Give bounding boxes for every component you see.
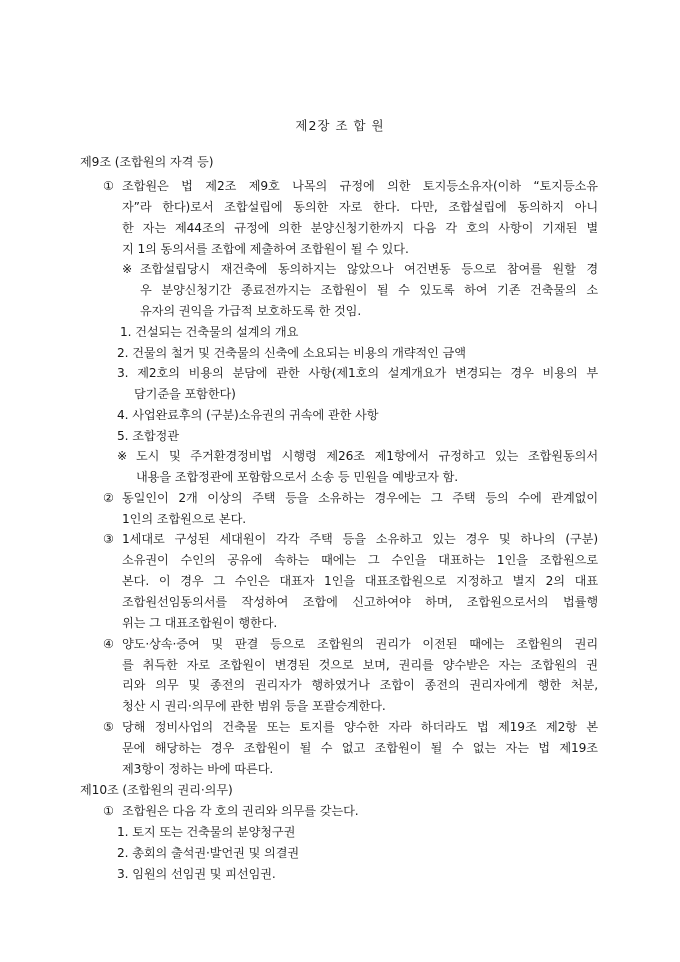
article9-p3-line: 조합원선임동의서를 작성하여 조합에 신고하여야 하며, 조합원으로서의 법률행 xyxy=(122,595,598,609)
article9-item: 5. 조합정관 xyxy=(117,429,179,443)
article9-p4-line: 양도·상속·증여 및 판결 등으로 조합원의 권리가 이전된 때에는 조합원의 권리 xyxy=(122,637,598,651)
article9-p2-line: 1인의 조합원으로 본다. xyxy=(122,512,247,526)
article9-p2-line: 동일인이 2개 이상의 주택 등을 소유하는 경우에는 그 주택 등의 수에 관계없이 xyxy=(122,491,598,505)
article9-p3-line: 위는 그 대표조합원이 행한다. xyxy=(122,616,278,630)
article9-p1-line: 자”라 한다)로서 조합설립에 동의한 자로 한다. 다만, 조합설립에 동의하지 아니 xyxy=(122,200,598,214)
article9-p2-marker: ② xyxy=(103,491,114,505)
article9-note-line: 조합설립당시 재건축에 동의하지는 않았으나 여건변동 등으로 참여를 원할 경 xyxy=(140,262,598,276)
article9-p4-line: 를 취득한 자로 조합원이 변경된 것으로 보며, 권리를 양수받은 자는 조합원의 권 xyxy=(122,658,598,672)
article10-p1-line: 조합원은 다음 각 호의 권리와 의무를 갖는다. xyxy=(122,804,359,818)
article10-item: 2. 총회의 출석권·발언권 및 의결권 xyxy=(117,846,300,860)
article9-p1-line: 지 1의 동의서를 조합에 제출하여 조합원이 될 수 있다. xyxy=(122,242,409,256)
chapter-title: 제2장 조 합 원 xyxy=(295,118,385,133)
article9-p5-line: 제3항이 정하는 바에 따른다. xyxy=(122,762,274,776)
article9-note2-line: 도시 및 주거환경정비법 시행령 제26조 제1항에서 규정하고 있는 조합원동의서 xyxy=(136,449,598,463)
article9-heading: 제9조 (조합원의 자격 등) xyxy=(80,155,214,169)
article9-p3-line: 1세대로 구성된 세대원이 각각 주택 등을 소유하고 있는 경우 및 하나의 (구분) xyxy=(122,532,598,546)
article9-p4-line: 청산 시 권리·의무에 관한 범위 등을 포괄승계한다. xyxy=(122,699,386,713)
article9-p3-line: 소유권이 수인의 공유에 속하는 때에는 그 수인을 대표하는 1인을 조합원으로 xyxy=(122,553,598,567)
article9-p3-line: 본다. 이 경우 그 수인은 대표자 1인을 대표조합원으로 지정하고 별지 2의 대표 xyxy=(122,574,598,588)
article9-note-line: 유자의 권익을 가급적 보호하도록 한 것임. xyxy=(140,304,362,318)
article10-p1-marker: ① xyxy=(103,804,114,818)
article9-p5-line: 문에 해당하는 경우 조합원이 될 수 없고 조합원이 될 수 없는 자는 법 제19조 xyxy=(122,741,598,755)
article9-p1-line: 한 자는 제44조의 규정에 의한 분양신청기한까지 다음 각 호의 사항이 기재된 별 xyxy=(122,221,598,235)
article10-item: 3. 임원의 선임권 및 피선임권. xyxy=(117,867,276,881)
note-mark-icon: ※ xyxy=(122,262,133,276)
article10-item: 1. 토지 또는 건축물의 분양청구권 xyxy=(117,825,296,839)
article9-item: 1. 건설되는 건축물의 설계의 개요 xyxy=(120,325,299,339)
article9-note2-line: 내용을 조합정관에 포함함으로서 소송 등 민원을 예방코자 함. xyxy=(136,470,459,484)
article9-p4-line: 리와 의무 및 종전의 권리자가 행하였거나 조합이 종전의 권리자에게 행한 처분, xyxy=(122,678,598,692)
article9-p3-marker: ③ xyxy=(103,532,114,546)
note-mark-icon: ※ xyxy=(117,449,128,463)
article9-note-line: 우 분양신청기간 종료전까지는 조합원이 될 수 있도록 하여 기존 건축물의 소 xyxy=(140,283,598,297)
article9-p5-marker: ⑤ xyxy=(103,720,114,734)
article10-heading: 제10조 (조합원의 권리·의무) xyxy=(80,783,233,797)
article9-p1-line: 조합원은 법 제2조 제9호 나목의 규정에 의한 토지등소유자(이하 “토지등소유 xyxy=(122,179,598,193)
article9-item-cont: 담기준을 포함한다) xyxy=(134,387,236,401)
article9-item: 4. 사업완료후의 (구분)소유권의 귀속에 관한 사항 xyxy=(117,408,379,422)
article9-p4-marker: ④ xyxy=(103,637,114,651)
article9-item: 2. 건물의 철거 및 건축물의 신축에 소요되는 비용의 개략적인 금액 xyxy=(117,346,466,360)
article9-item: 3. 제2호의 비용의 분담에 관한 사항(제1호의 설계개요가 변경되는 경우 비용의 부 xyxy=(117,366,598,380)
article9-p1-marker: ① xyxy=(103,179,114,193)
article9-p5-line: 당해 정비사업의 건축물 또는 토지를 양수한 자라 하더라도 법 제19조 제2항 본 xyxy=(122,720,598,734)
